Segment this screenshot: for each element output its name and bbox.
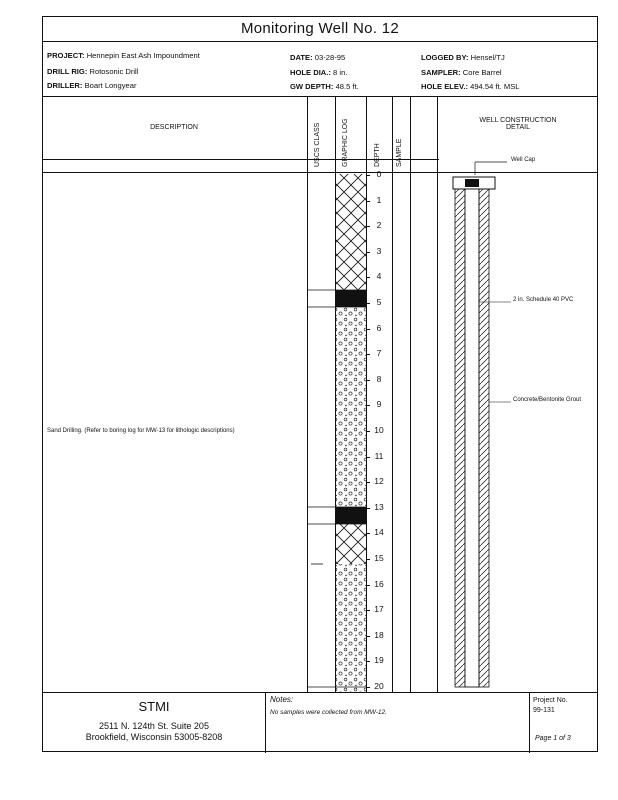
depth-label: 11 (374, 450, 384, 461)
depth-tick (366, 252, 370, 253)
footer-divider (43, 692, 597, 693)
depth-label: 5 (376, 297, 382, 307)
depth-label: 4 (376, 271, 382, 282)
page-number: Page 1 of 3 (535, 735, 571, 742)
depth-tick (366, 533, 370, 534)
project-field: PROJECT: Hennepin East Ash Impoundment (47, 51, 200, 60)
log-graphics (43, 17, 599, 753)
depth-tick (366, 405, 370, 406)
depth-label: 14 (374, 527, 384, 538)
depth-tick (366, 661, 370, 662)
depth-column (366, 17, 392, 753)
depth-tick (366, 585, 370, 586)
depth-tick (366, 329, 370, 330)
depth-label: 10 (374, 425, 384, 435)
uscs-class-header: USCS CLASS (314, 122, 321, 167)
depth-label: 7 (376, 348, 382, 359)
boring-log-sheet (42, 16, 598, 752)
sample-header: SAMPLE (396, 138, 403, 167)
drill-rig-field: DRILL RIG: Rotosonic Drill (47, 67, 139, 76)
depth-tick (366, 431, 370, 432)
depth-tick (366, 226, 370, 227)
project-no-label: Project No. (533, 697, 568, 704)
depth-label: 16 (374, 578, 384, 589)
well-cap-plug (465, 179, 479, 187)
graphic-log-header: GRAPHIC LOG (342, 118, 349, 167)
depth-label: 9 (376, 399, 382, 410)
depth-label: 8 (376, 373, 382, 384)
casing (465, 189, 479, 687)
well-cap-label: Well Cap (511, 157, 536, 163)
depth-tick (366, 303, 370, 304)
depth-tick (366, 636, 370, 637)
depth-tick (366, 687, 370, 688)
depth-label: 18 (374, 629, 384, 640)
depth-header: DEPTH (374, 143, 381, 167)
grout-left (455, 189, 465, 687)
casing-label: 2 in. Schedule 40 PVC (513, 297, 574, 303)
company-address: 2511 N. 124th St. Suite 205 Brookfield, Wisconsin 53005-8208 (85, 721, 223, 742)
depth-tick (366, 559, 370, 560)
depth-label: 19 (374, 655, 384, 666)
notes-text: No samples were collected from MW-12. (270, 709, 387, 716)
depth-tick (366, 380, 370, 381)
logged-by-field: LOGGED BY: Hensel/TJ (421, 53, 505, 62)
depth-label: 2 (376, 220, 382, 231)
depth-label: 20 (374, 681, 384, 691)
log-unit-1 (336, 174, 366, 290)
depth-label: 15 (374, 553, 384, 563)
depth-label: 13 (374, 501, 384, 512)
depth-tick (366, 277, 370, 278)
footer-divider-left (265, 692, 266, 753)
hole-elev-field: HOLE ELEV.: 494.54 ft. MSL (421, 82, 520, 91)
log-unit-6 (336, 564, 366, 692)
description-header: DESCRIPTION (150, 124, 198, 131)
project-no: 99-131 (533, 707, 555, 714)
log-unit-5 (336, 524, 366, 564)
depth-label: 6 (376, 322, 382, 333)
depth-tick (366, 610, 370, 611)
depth-tick (366, 354, 370, 355)
footer-divider-right (529, 692, 530, 753)
description-text: Sand Drilling. (Refer to boring log for MW-13 for lithologic descriptions) (47, 428, 235, 434)
log-unit-4 (336, 507, 366, 524)
depth-label: 0 (376, 169, 382, 179)
hole-dia-field: HOLE DIA.: 8 in. (290, 68, 348, 77)
depth-tick (366, 508, 370, 509)
grout-right (479, 189, 489, 687)
grout-label: Concrete/Bentonite Grout (513, 397, 582, 403)
driller-field: DRILLER: Boart Longyear (47, 81, 137, 90)
sampler-field: SAMPLER: Core Barrel (421, 68, 502, 77)
well-construction-header: WELL CONSTRUCTION DETAIL (479, 117, 557, 131)
company-name: STMI (138, 699, 170, 714)
depth-label: 3 (376, 245, 382, 256)
depth-tick (366, 482, 370, 483)
depth-label: 12 (374, 476, 384, 487)
depth-tick (366, 201, 370, 202)
depth-tick (366, 457, 370, 458)
depth-label: 1 (376, 194, 382, 205)
gw-depth-field: GW DEPTH: 48.5 ft. (290, 82, 359, 91)
log-unit-2 (336, 290, 366, 307)
notes-label: Notes: (270, 695, 294, 704)
depth-tick (366, 175, 370, 176)
date-field: DATE: 03-28-95 (290, 53, 346, 62)
page-title: Monitoring Well No. 12 (240, 20, 400, 37)
log-unit-3 (336, 307, 366, 507)
depth-label: 17 (374, 604, 384, 615)
